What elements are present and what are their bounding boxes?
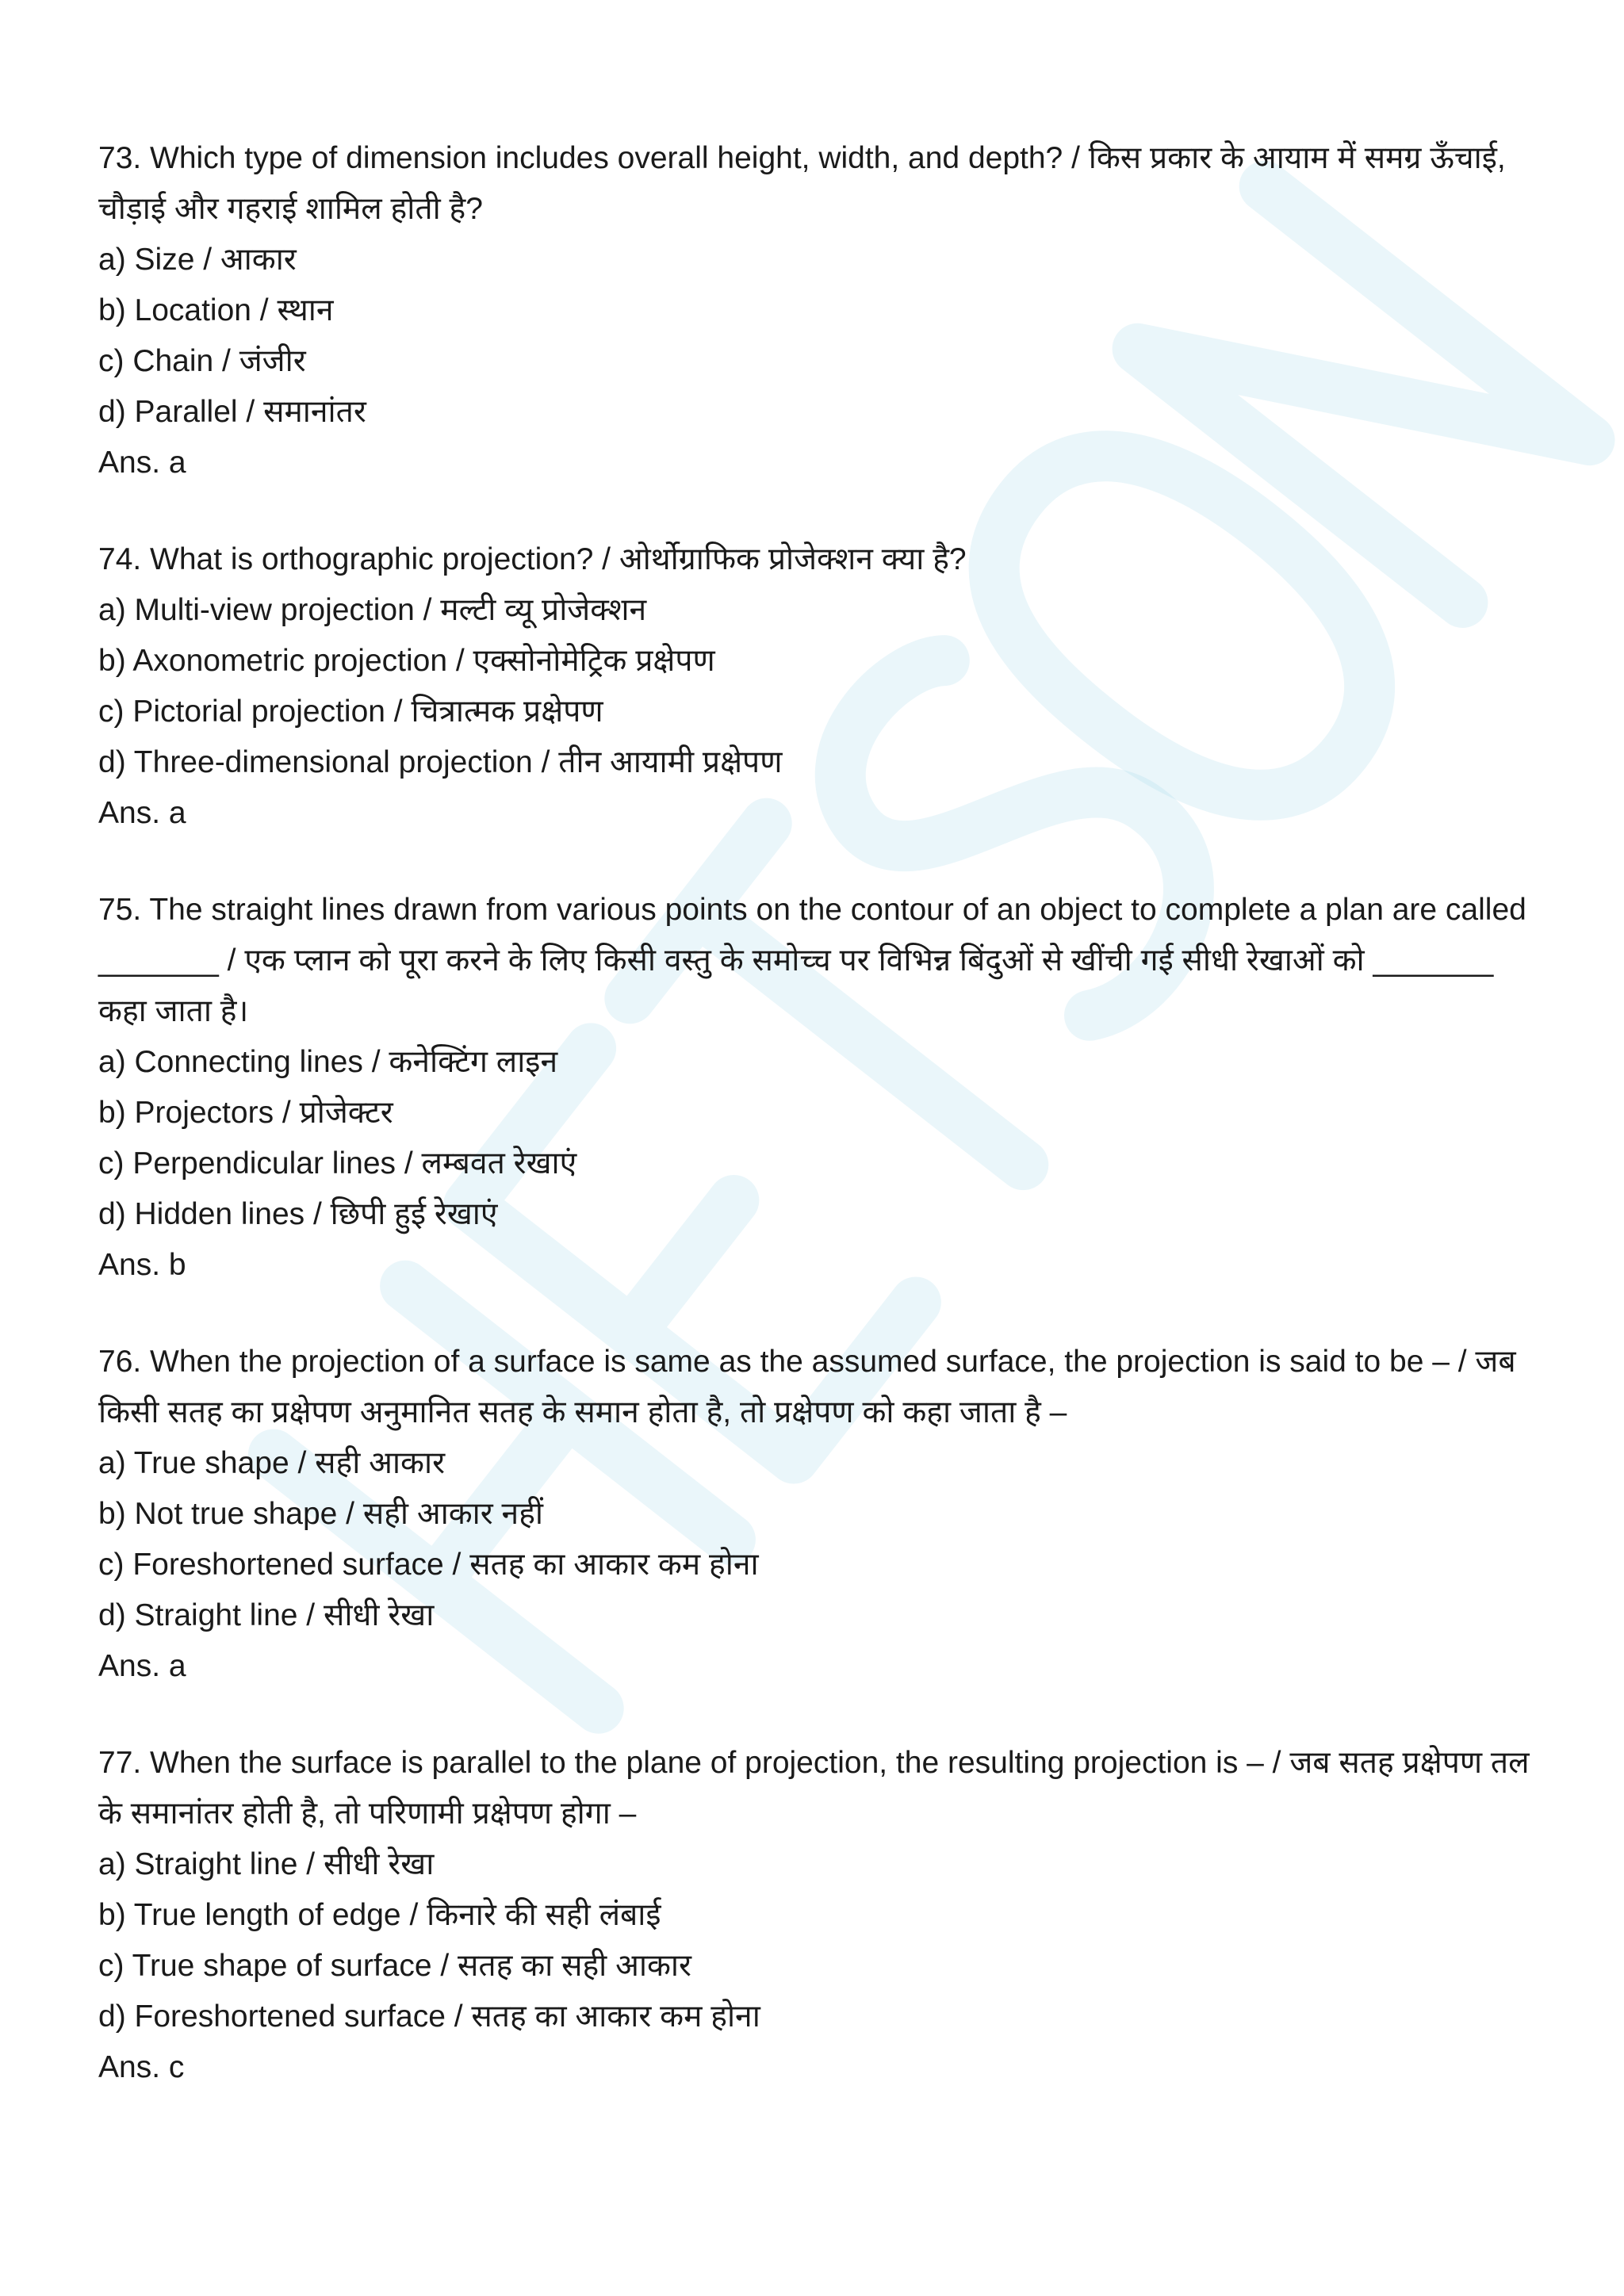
question-prompt: 76. When the projection of a surface is same as the assumed surface, the projection is said to be – / जब किसी सतह का प्रक्षेपण अनुमानित सतह के समान होता है, तो प्रक्षेपण को कहा जाता है – xyxy=(98,1345,1516,1429)
option-a: a) Straight line / सीधी रेखा xyxy=(98,1847,435,1881)
option-c: c) Perpendicular lines / लम्बवत रेखाएं xyxy=(98,1146,577,1181)
option-d: d) Three-dimensional projection / तीन आयामी प्रक्षेपण xyxy=(98,745,783,779)
question-77 xyxy=(98,1738,1549,2093)
option-a: a) Multi-view projection / मल्टी व्यू प्रोजेक्शन xyxy=(98,593,647,627)
answer: Ans. a xyxy=(98,446,186,480)
question-prompt: 75. The straight lines drawn from various points on the contour of an object to complete a plan are called _______ / एक प्लान को पूरा करने के लिए किसी वस्तु के समोच्च पर विभिन्न बिंदुओं से खींची गई सीधी रेखाओं को _______ कहा जाता है। xyxy=(98,893,1526,1028)
question-76 xyxy=(98,1337,1549,1692)
option-c: c) Pictorial projection / चित्रात्मक प्रक्षेपण xyxy=(98,695,603,729)
option-b: b) True length of edge / किनारे की सही लंबाई xyxy=(98,1898,661,1932)
option-d: d) Foreshortened surface / सतह का आकार कम होना xyxy=(98,1999,760,2034)
answer: Ans. b xyxy=(98,1248,186,1282)
question-75 xyxy=(98,885,1549,1291)
option-a: a) Size / आकार xyxy=(98,243,297,277)
option-c: c) True shape of surface / सतह का सही आकार xyxy=(98,1949,691,1983)
answer: Ans. c xyxy=(98,2050,185,2084)
option-b: b) Projectors / प्रोजेक्टर xyxy=(98,1096,393,1130)
option-a: a) Connecting lines / कनेक्टिंग लाइन xyxy=(98,1045,558,1079)
option-b: b) Axonometric projection / एक्सोनोमेट्रिक प्रक्षेपण xyxy=(98,644,715,678)
question-prompt: 77. When the surface is parallel to the plane of projection, the resulting projection is – / जब सतह प्रक्षेपण तल के समानांतर होती है, तो परिणामी प्रक्षेपण होगा – xyxy=(98,1746,1530,1831)
option-c: c) Foreshortened surface / सतह का आकार कम होना xyxy=(98,1548,759,1582)
option-b: b) Location / स्थान xyxy=(98,293,334,327)
option-d: d) Hidden lines / छिपी हुई रेखाएं xyxy=(98,1197,498,1231)
option-a: a) True shape / सही आकार xyxy=(98,1446,446,1480)
answer: Ans. a xyxy=(98,1649,186,1683)
question-prompt: 73. Which type of dimension includes overall height, width, and depth? / किस प्रकार के आयाम में समग्र ऊँचाई, चौड़ाई और गहराई शामिल होती है? xyxy=(98,141,1506,226)
option-d: d) Parallel / समानांतर xyxy=(98,395,366,429)
question-73 xyxy=(98,133,1549,488)
question-page xyxy=(98,133,1549,2139)
option-b: b) Not true shape / सही आकार नहीं xyxy=(98,1497,544,1531)
answer: Ans. a xyxy=(98,796,186,830)
option-d: d) Straight line / सीधी रेखा xyxy=(98,1598,435,1632)
question-74 xyxy=(98,534,1549,839)
question-prompt: 74. What is orthographic projection? / ओर्थोग्राफिक प्रोजेक्शन क्या है? xyxy=(98,542,967,576)
option-c: c) Chain / जंजीर xyxy=(98,344,306,378)
